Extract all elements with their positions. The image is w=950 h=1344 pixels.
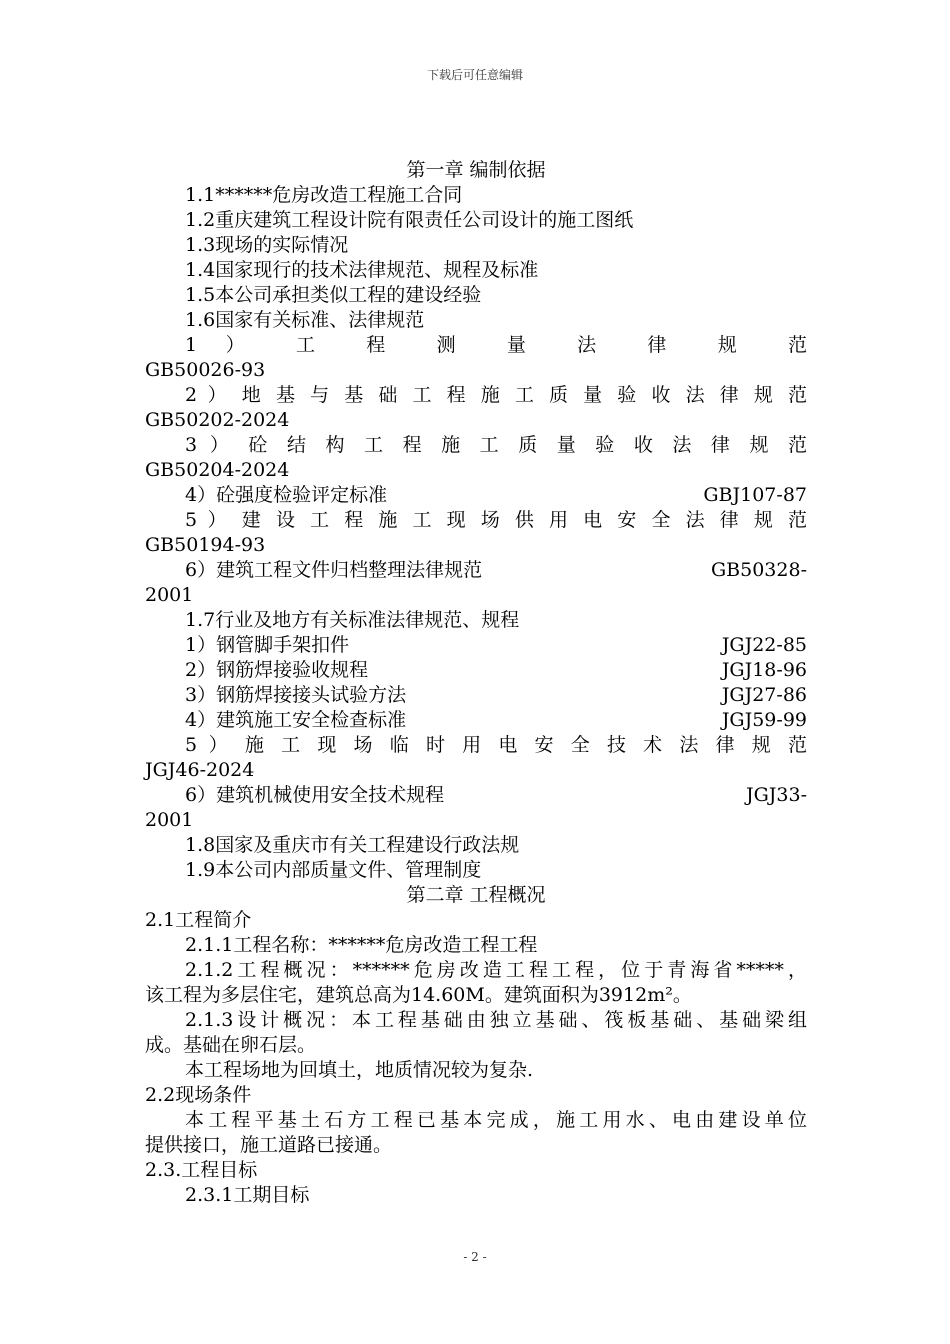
standard-code: GB50204-2024 — [145, 459, 290, 481]
standard-title: 4）建筑施工安全检查标准 — [185, 709, 407, 731]
section-2-3-heading: 2.3.工程目标 — [145, 1159, 258, 1181]
design-overview-cont: 成。基础在卵石层。 — [145, 1034, 317, 1056]
standard-line — [185, 708, 807, 733]
standard-line — [185, 483, 807, 508]
project-overview: 2.1.2工程概况：******危房改造工程工程，位于青海省*****， — [185, 959, 807, 981]
basis-item-1-4: 1.4国家现行的技术法律规范、规程及标准 — [185, 259, 539, 281]
standard-line: 1 ） 工 程 测 量 法 律 规 范 — [185, 334, 807, 356]
standard-line — [185, 658, 807, 683]
standard-line — [185, 683, 807, 708]
basis-item-1-9: 1.9本公司内部质量文件、管理制度 — [185, 859, 482, 881]
standard-line: 5 ） 建 设 工 程 施 工 现 场 供 用 电 安 全 法 律 规 范 — [185, 509, 807, 531]
basis-item-1-8: 1.8国家及重庆市有关工程建设行政法规 — [185, 834, 520, 856]
standard-code: JGJ22-85 — [721, 634, 807, 656]
basis-item-1-1: 1.1******危房改造工程施工合同 — [185, 184, 463, 206]
chapter-1-title: 第一章 编制依据 — [406, 159, 546, 181]
standard-title: 3）钢筋焊接接头试验方法 — [185, 684, 407, 706]
standard-line — [185, 633, 807, 658]
schedule-goal-heading: 2.3.1工期目标 — [185, 1184, 310, 1206]
standard-title: 6）建筑机械使用安全技术规程 — [185, 784, 445, 806]
standard-code: JGJ27-86 — [721, 684, 807, 706]
basis-item-1-7: 1.7行业及地方有关标准法律规范、规程 — [185, 609, 520, 631]
standard-code: GB50202-2024 — [145, 409, 290, 431]
standard-line — [185, 558, 807, 583]
standard-code: GB50194-93 — [145, 534, 266, 556]
basis-item-1-5: 1.5本公司承担类似工程的建设经验 — [185, 284, 482, 306]
section-2-2-heading: 2.2现场条件 — [145, 1084, 252, 1106]
site-geology: 本工程场地为回填土，地质情况较为复杂. — [185, 1059, 534, 1081]
standard-code: JGJ33- — [745, 784, 807, 806]
standard-line: 3 ） 砼 结 构 工 程 施 工 质 量 验 收 法 律 规 范 — [185, 434, 807, 456]
basis-item-1-6: 1.6国家有关标准、法律规范 — [185, 309, 425, 331]
standard-title: 2）钢筋焊接验收规程 — [185, 659, 369, 681]
standard-title: 6）建筑工程文件归档整理法律规范 — [185, 559, 483, 581]
standard-code: 2001 — [145, 809, 194, 831]
basis-item-1-3: 1.3现场的实际情况 — [185, 234, 349, 256]
project-overview-cont: 该工程为多层住宅，建筑总高为14.60M。建筑面积为3912m²。 — [145, 984, 692, 1006]
standard-line: 5 ） 施 工 现 场 临 时 用 电 安 全 技 术 法 律 规 范 — [185, 734, 807, 756]
page-number: - 2 - — [463, 1250, 487, 1264]
standard-code: JGJ59-99 — [721, 709, 807, 731]
chapter-2-title: 第二章 工程概况 — [406, 884, 546, 906]
project-name: 2.1.1工程名称：******危房改造工程工程 — [185, 934, 538, 956]
section-2-1-heading: 2.1工程简介 — [145, 909, 252, 931]
standard-code: GB50026-93 — [145, 359, 266, 381]
standard-code: 2001 — [145, 584, 194, 606]
standard-title: 1）钢管脚手架扣件 — [185, 634, 350, 656]
design-overview: 2.1.3设计概况：本工程基础由独立基础、筏板基础、基础梁组 — [185, 1009, 807, 1031]
standard-code: JGJ18-96 — [721, 659, 807, 681]
standard-title: 4）砼强度检验评定标准 — [185, 484, 388, 506]
standard-line — [185, 783, 807, 808]
standard-code: GBJ107-87 — [703, 484, 807, 506]
page-header: 下载后可任意编辑 — [426, 68, 523, 82]
site-conditions: 本工程平基土石方工程已基本完成，施工用水、电由建设单位 — [185, 1109, 807, 1131]
standard-line: 2 ） 地 基 与 基 础 工 程 施 工 质 量 验 收 法 律 规 范 — [185, 384, 807, 406]
standard-code: GB50328- — [710, 559, 807, 581]
standard-code: JGJ46-2024 — [145, 759, 255, 781]
site-conditions-cont: 提供接口，施工道路已接通。 — [145, 1134, 393, 1156]
basis-item-1-2: 1.2重庆建筑工程设计院有限责任公司设计的施工图纸 — [185, 209, 634, 231]
